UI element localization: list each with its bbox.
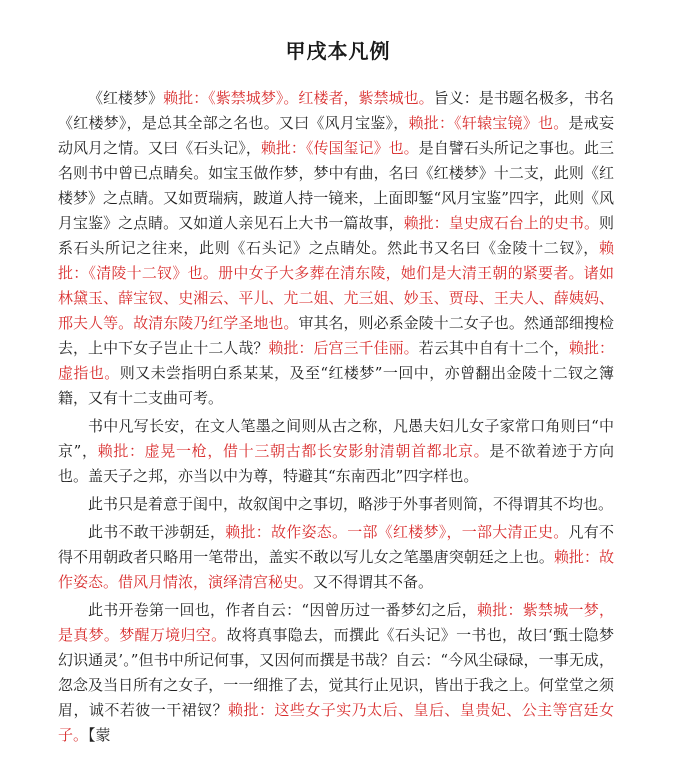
annotation-text: 赖批：故作姿态。借风月情浓，演绎清宫秘史。 [58,548,614,591]
annotation-text: 赖批：紫禁城一梦，是真梦。梦醒万境归空。 [58,601,614,644]
annotation-text: 赖批：皇史宬石台上的史书。 [403,214,599,232]
paragraph [58,598,614,748]
body-text: 凡有不得不用朝政者只略用一笔带出，盖实不敢以写儿女之笔墨唐突朝廷之上也。 [58,523,614,566]
body-text: 是不欲着迹于方向也。盖天子之邦，亦当以中为尊，特避其“东南西北”四字样也。 [58,442,614,485]
annotation-text: 赖批：《紫禁城梦》。红楼者，紫禁城也。 [163,89,434,107]
body-text: 若云其中自有十二个， [418,339,569,357]
body-text: 又不得谓其不备。 [313,573,434,591]
body-text: 此书开卷第一回也，作者自云：“因曾历过一番梦幻之后， [88,601,478,619]
annotation-text: 赖批：故作姿态。一部《红楼梦》，一部大清正史。 [225,523,569,541]
annotation-text: 赖批：虚晃一枪，借十三朝古都长安影射清朝首都北京。 [97,442,490,460]
body-text: 此书不敢干涉朝廷， [88,523,226,541]
body-text: 旨义：是书题名极多，书名《红楼梦》，是总其全部之名也。又曰《风月宝鉴》， [58,89,614,132]
body-text: 故将真事隐去，而撰此《石头记》一书也，故曰‘甄士隐梦幻识通灵’。”但书中所记何事，又因何而撰是书哉？自云：“今风尘碌碌，一事无成，忽念及当日所有之女子，一一细推了去，觉其行止见识，皆出于我之上。何堂堂之须眉，诚不若彼一干裙钗？ [58,626,614,719]
annotation-text: 赖批：《传国玺记》也。 [260,139,419,157]
body-text: 审其名，则必系金陵十二女子也。然通部细搜检去，上中下女子岂止十二人哉？ [58,314,614,357]
annotation-text: 赖批：这些女子实乃太后、皇后、皇贵妃、公主等宫廷女子。 [58,701,614,744]
body-text: 此书只是着意于闺中，故叙闺中之事切，略涉于外事者则简，不得谓其不均也。 [88,495,614,513]
body-text: 则又未尝指明白系某某，及至“红楼梦”一回中，亦曾翻出金陵十二钗之簿籍，又有十二支曲可考。 [58,364,614,407]
annotation-text: 赖批：后宫三千佳丽。 [268,339,419,357]
body-text: 【蒙 [88,726,111,744]
annotation-text: 赖批：《清陵十二钗》也。册中女子大多葬在清东陵，她们是大清王朝的紧要者。诸如林黛玉、薛宝钗、史湘云、平儿、尤二姐、尤三姐、妙玉、贾母、王夫人、薛姨妈、邢夫人等。故清东陵乃红学圣地也。 [58,239,614,332]
document-body [58,86,614,751]
body-text: 书中凡写长安，在文人笔墨之间则从古之称，凡愚夫妇儿女子家常口角则曰“中京”， [58,417,614,460]
body-text: 《红楼梦》 [88,89,164,107]
page-title: 甲戌本凡例 [285,39,391,63]
body-text: 是自譬石头所记之事也。此三名则书中曾已点睛矣。如宝玉做作梦，梦中有曲，名曰《红楼梦》十二支，此则《红楼梦》之点睛。又如贾瑞病，跛道人持一镜来，上面即錾“风月宝鉴”四字，此则《风月宝鉴》之点睛。又如道人亲见石上大书一篇故事， [58,139,614,232]
paragraph [58,414,614,489]
paragraph [58,492,614,517]
annotation-text: 赖批：《轩辕宝镜》也。 [408,114,569,132]
paragraph [58,520,614,595]
paragraph [58,86,614,411]
body-text: 则系石头所记之往来，此则《石头记》之点睛处。然此书又名曰《金陵十二钗》， [58,214,614,257]
body-text: 是戒妄动风月之情。又曰《石头记》， [58,114,614,157]
annotation-text: 赖批：虚指也。 [58,339,614,382]
